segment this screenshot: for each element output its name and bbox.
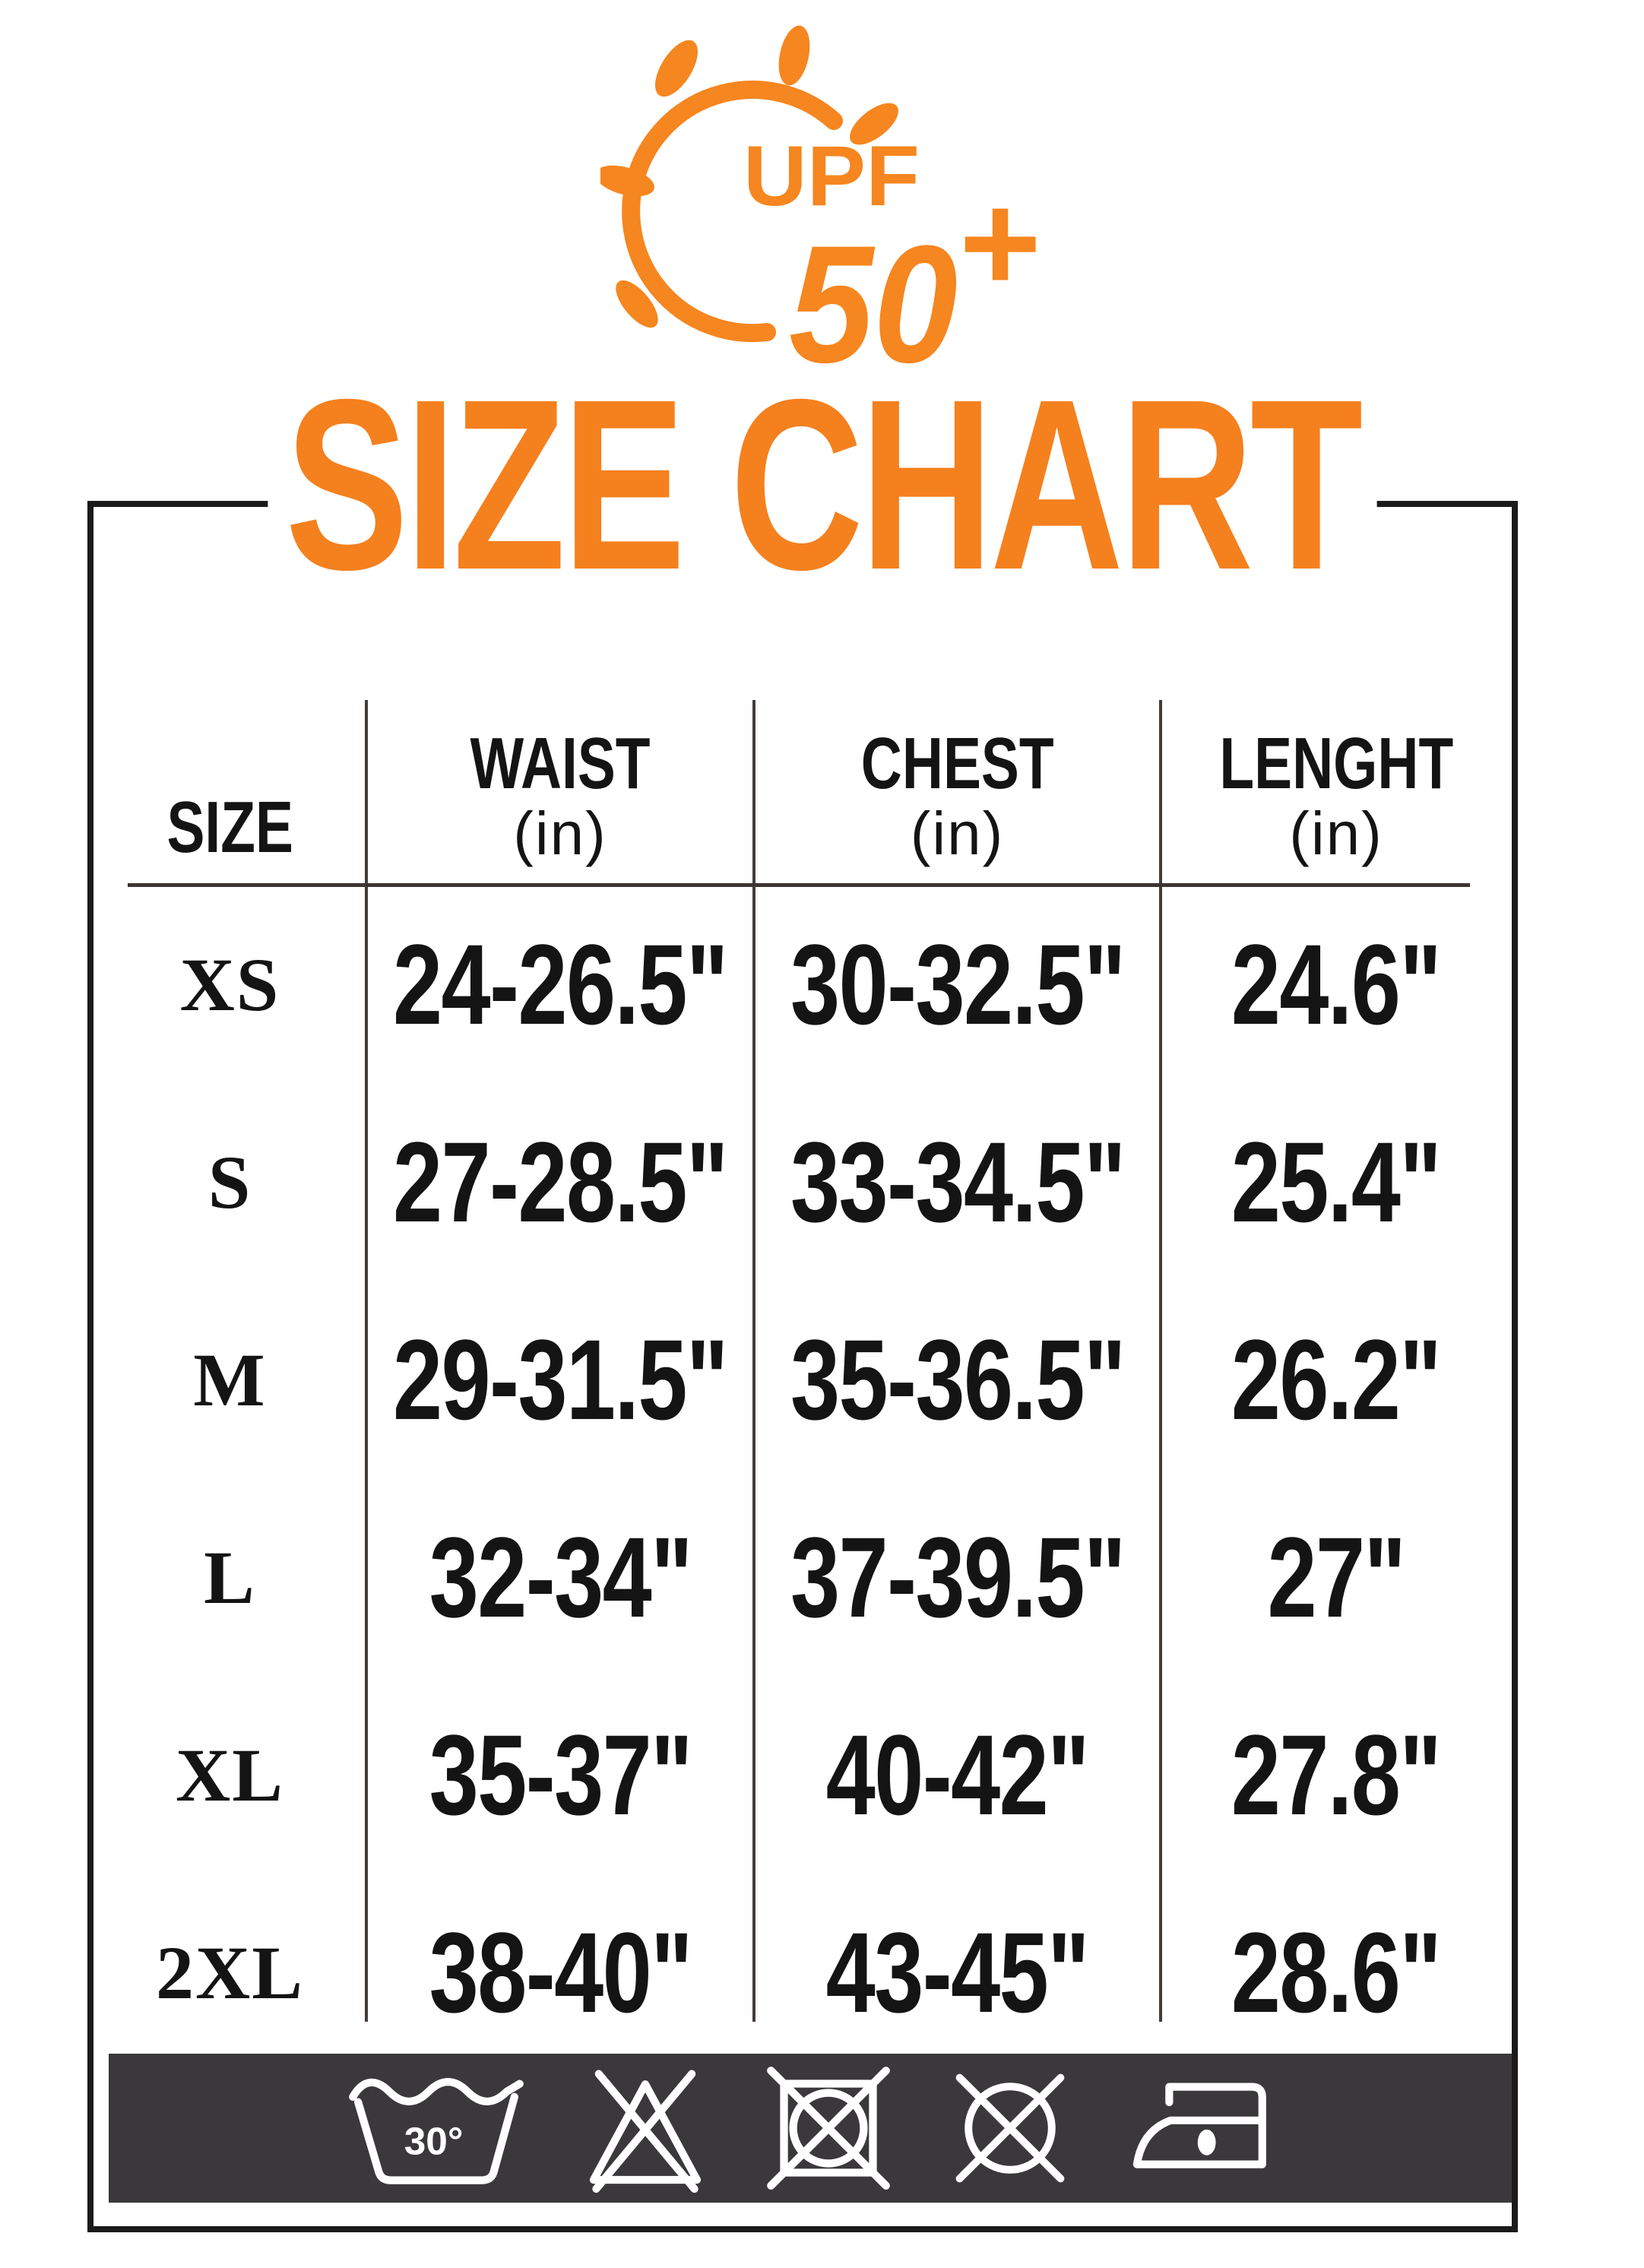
cell-length: 26.2" bbox=[1231, 1315, 1441, 1443]
table-row bbox=[93, 1874, 1512, 2071]
cell-chest: 43-45" bbox=[825, 1908, 1089, 2036]
cell-waist: 38-40" bbox=[429, 1908, 692, 2036]
cell-size: XS bbox=[179, 942, 280, 1027]
header-length-unit: (in) bbox=[1289, 800, 1383, 867]
sun-ray-icon bbox=[774, 23, 815, 88]
cell-length: 27.8" bbox=[1231, 1710, 1441, 1839]
cell-size: L bbox=[204, 1535, 256, 1620]
upf-value: 50 bbox=[789, 211, 958, 386]
cell-waist: 29-31.5" bbox=[393, 1315, 727, 1443]
cell-chest: 35-36.5" bbox=[790, 1315, 1125, 1443]
cell-waist: 27-28.5" bbox=[393, 1117, 727, 1246]
cell-chest: 30-32.5" bbox=[790, 920, 1125, 1048]
table-row bbox=[93, 1083, 1512, 1281]
cell-size: 2XL bbox=[156, 1930, 304, 2015]
upf-50-badge bbox=[600, 21, 1056, 386]
table-row bbox=[93, 885, 1512, 1083]
cell-size: XL bbox=[176, 1732, 284, 1817]
cell-chest: 40-42" bbox=[825, 1710, 1089, 1839]
cell-length: 24.6" bbox=[1231, 920, 1441, 1048]
table-row bbox=[93, 1281, 1512, 1478]
header-chest-label: CHEST bbox=[860, 723, 1054, 804]
table-row bbox=[93, 1478, 1512, 1676]
do-not-dry-clean-icon bbox=[947, 2065, 1073, 2191]
table-body bbox=[93, 885, 1512, 2071]
cell-chest: 33-34.5" bbox=[790, 1117, 1125, 1246]
header-length-label: LENGHT bbox=[1219, 723, 1453, 804]
cell-chest: 37-39.5" bbox=[790, 1513, 1125, 1641]
table-row bbox=[93, 1676, 1512, 1874]
machine-wash-30-icon bbox=[345, 2063, 527, 2194]
cell-length: 25.4" bbox=[1231, 1117, 1441, 1246]
do-not-bleach-icon bbox=[581, 2064, 710, 2193]
size-table bbox=[93, 507, 1512, 2071]
header-size-label: SIZE bbox=[166, 787, 293, 868]
upf-plus: + bbox=[959, 165, 1042, 322]
cell-length: 27" bbox=[1267, 1513, 1405, 1641]
iron-icon bbox=[1126, 2064, 1275, 2193]
header-chest-unit: (in) bbox=[910, 800, 1005, 867]
upf-label: UPF bbox=[743, 128, 920, 223]
page-title: SIZE CHART bbox=[268, 389, 1376, 579]
do-not-tumble-dry-icon bbox=[763, 2063, 894, 2194]
cell-size: M bbox=[193, 1337, 267, 1422]
iron-dot-icon bbox=[1198, 2130, 1216, 2156]
wash-temp-label: 30° bbox=[404, 2118, 464, 2163]
header-waist-label: WAIST bbox=[470, 723, 651, 804]
care-instructions-bar bbox=[109, 2054, 1512, 2203]
cell-waist: 35-37" bbox=[429, 1710, 692, 1839]
cell-length: 28.6" bbox=[1231, 1908, 1441, 2036]
cell-waist: 32-34" bbox=[429, 1513, 692, 1641]
header-waist-unit: (in) bbox=[513, 800, 607, 867]
cell-waist: 24-26.5" bbox=[393, 920, 727, 1048]
cell-size: S bbox=[207, 1139, 252, 1224]
